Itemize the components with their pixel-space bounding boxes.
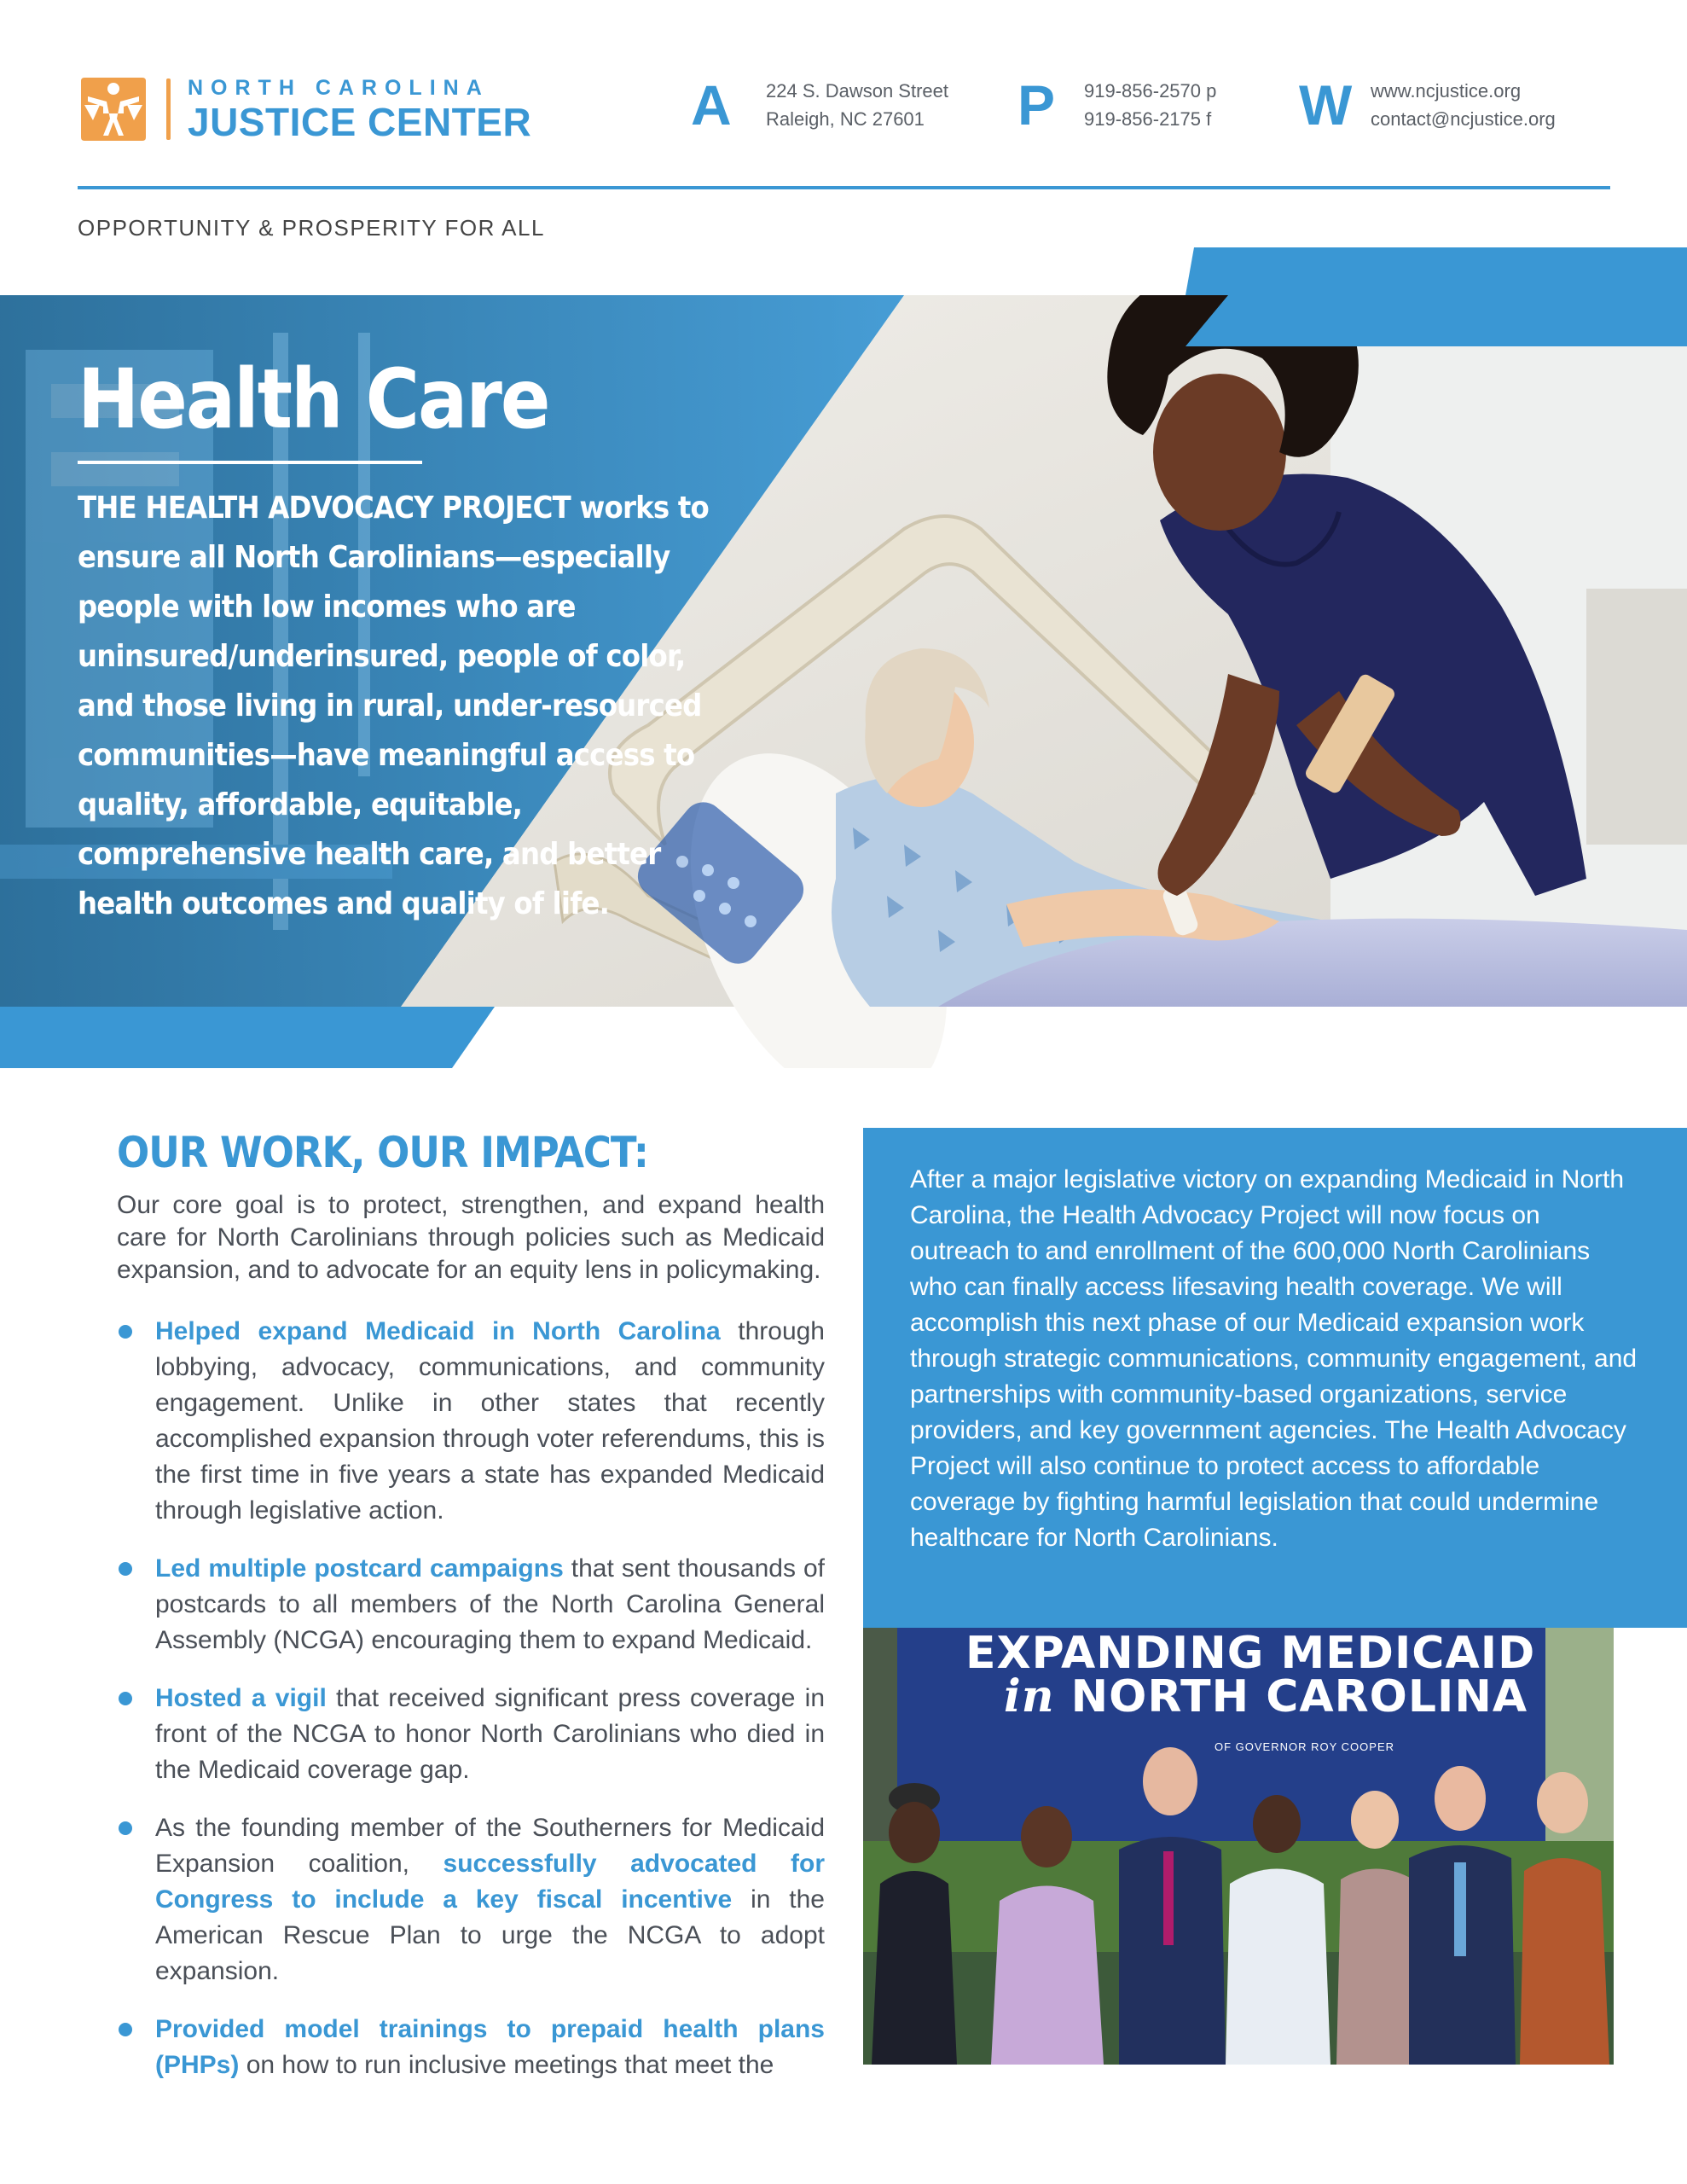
impact-post: that sent thousands of postcards to all members of the North Carolina General Assembly (NCGA) encouraging them to expand Medicaid. xyxy=(155,1554,826,1654)
address-line1: 224 S. Dawson Street xyxy=(766,80,949,102)
phone-line1: 919-856-2570 p xyxy=(1084,80,1217,102)
impact-item xyxy=(117,1314,825,1529)
email-link[interactable]: contact@ncjustice.org xyxy=(1371,108,1556,130)
impact-post: on how to run inclusive meetings that meet the xyxy=(239,2051,774,2079)
impact-post: through lobbying, advocacy, communications, and community engagement. Unlike in other states that recently accomplished expansion through voter referendums, this is the first time in five years a state has expanded Medicaid through legislative action. xyxy=(155,1317,825,1525)
phone-letter: P xyxy=(1017,73,1056,136)
banner-state: NORTH CAROLINA xyxy=(1054,1671,1528,1722)
bullet-dot-icon xyxy=(119,1821,132,1835)
hero-lead: THE HEALTH ADVOCACY PROJECT xyxy=(78,491,571,526)
banner-line2 xyxy=(1004,1670,1528,1722)
impact-item xyxy=(117,1681,825,1788)
tagline: OPPORTUNITY & PROSPERITY FOR ALL xyxy=(78,215,545,241)
contact-web xyxy=(1299,75,1556,135)
hero-body-text: works to ensure all North Carolinians—especially people with low incomes who are uninsured/underinsured, people of color, and those living in rural, under-resourced communities—have meaningful access to quality, affordable, equitable, comprehensive health care, and better health outcomes and quality of life. xyxy=(78,491,709,921)
bullet-dot-icon xyxy=(119,1562,132,1576)
impact-highlight: Provided model trainings to prepaid health plans (PHPs) xyxy=(155,2015,825,2079)
impact-highlight: Hosted a vigil xyxy=(155,1684,327,1712)
callout-box xyxy=(863,1128,1687,1628)
hero-title-underline xyxy=(78,461,422,464)
impact-post: that received significant press coverage in front of the NCGA to honor North Carolinians who died in the Medicaid coverage gap. xyxy=(155,1684,826,1784)
impact-item xyxy=(117,2012,825,2083)
callout-text: After a major legislative victory on expanding Medicaid in North Carolina, the Health Advocacy Project will now focus on outreach to and enrollment of the 600,000 North Carolinians who can finally access lifesaving health coverage. We will accomplish this next phase of our Medicaid expansion work through strategic communications, community engagement, and partnerships with community-based organizations, service providers, and key government agencies. The Health Advocacy Project will also continue to protect access to affordable coverage by fighting harmful legislation that could undermine healthcare for North Carolinians. xyxy=(910,1165,1638,1552)
impact-highlight: Helped expand Medicaid in North Carolina xyxy=(155,1317,721,1345)
website-link[interactable]: www.ncjustice.org xyxy=(1371,80,1522,102)
org-logo[interactable] xyxy=(78,75,531,143)
logo-text-bottom: JUSTICE CENTER xyxy=(188,100,532,144)
hero-section xyxy=(0,247,1687,1068)
impact-highlight: successfully advocated for Congress to include a key fiscal incentive xyxy=(155,1850,826,1914)
contact-address xyxy=(691,75,948,135)
hero-title: Health Care xyxy=(78,351,549,447)
web-letter: W xyxy=(1299,73,1353,136)
impact-item xyxy=(117,1810,825,1989)
bullet-dot-icon xyxy=(119,1692,132,1705)
impact-list xyxy=(117,1314,825,2106)
hero-description xyxy=(78,484,726,929)
bullet-dot-icon xyxy=(119,2023,132,2036)
impact-highlight: Led multiple postcard campaigns xyxy=(155,1554,564,1583)
contact-phone xyxy=(1017,75,1216,135)
logo-text-top: NORTH CAROLINA xyxy=(188,76,490,100)
address-line2: Raleigh, NC 27601 xyxy=(766,108,925,130)
logo-wordmark xyxy=(188,75,531,143)
banner-sub: OF GOVERNOR ROY COOPER xyxy=(1215,1740,1395,1753)
impact-pre: As the founding member of the Southerners for Medicaid Expansion coalition, xyxy=(155,1814,825,1878)
work-section-title: OUR WORK, OUR IMPACT: xyxy=(117,1128,648,1177)
header-divider xyxy=(78,186,1610,189)
banner-line1: EXPANDING MEDICAID xyxy=(965,1628,1536,1679)
impact-post: in the American Rescue Plan to urge the NCGA to adopt expansion. xyxy=(155,1885,825,1985)
event-photo xyxy=(863,1628,1614,2065)
bullet-dot-icon xyxy=(119,1325,132,1339)
banner-in-word: in xyxy=(1004,1670,1055,1722)
logo-divider xyxy=(166,78,171,140)
impact-item xyxy=(117,1551,825,1658)
work-intro: Our core goal is to protect, strengthen, and expand health care for North Carolinians through policies such as Medicaid expansion, and to advocate for an equity lens in policymaking. xyxy=(117,1191,825,1284)
page-header xyxy=(0,0,1687,241)
address-letter: A xyxy=(691,73,732,136)
justice-figure-icon xyxy=(78,76,149,142)
fax-line2: 919-856-2175 f xyxy=(1084,108,1212,130)
